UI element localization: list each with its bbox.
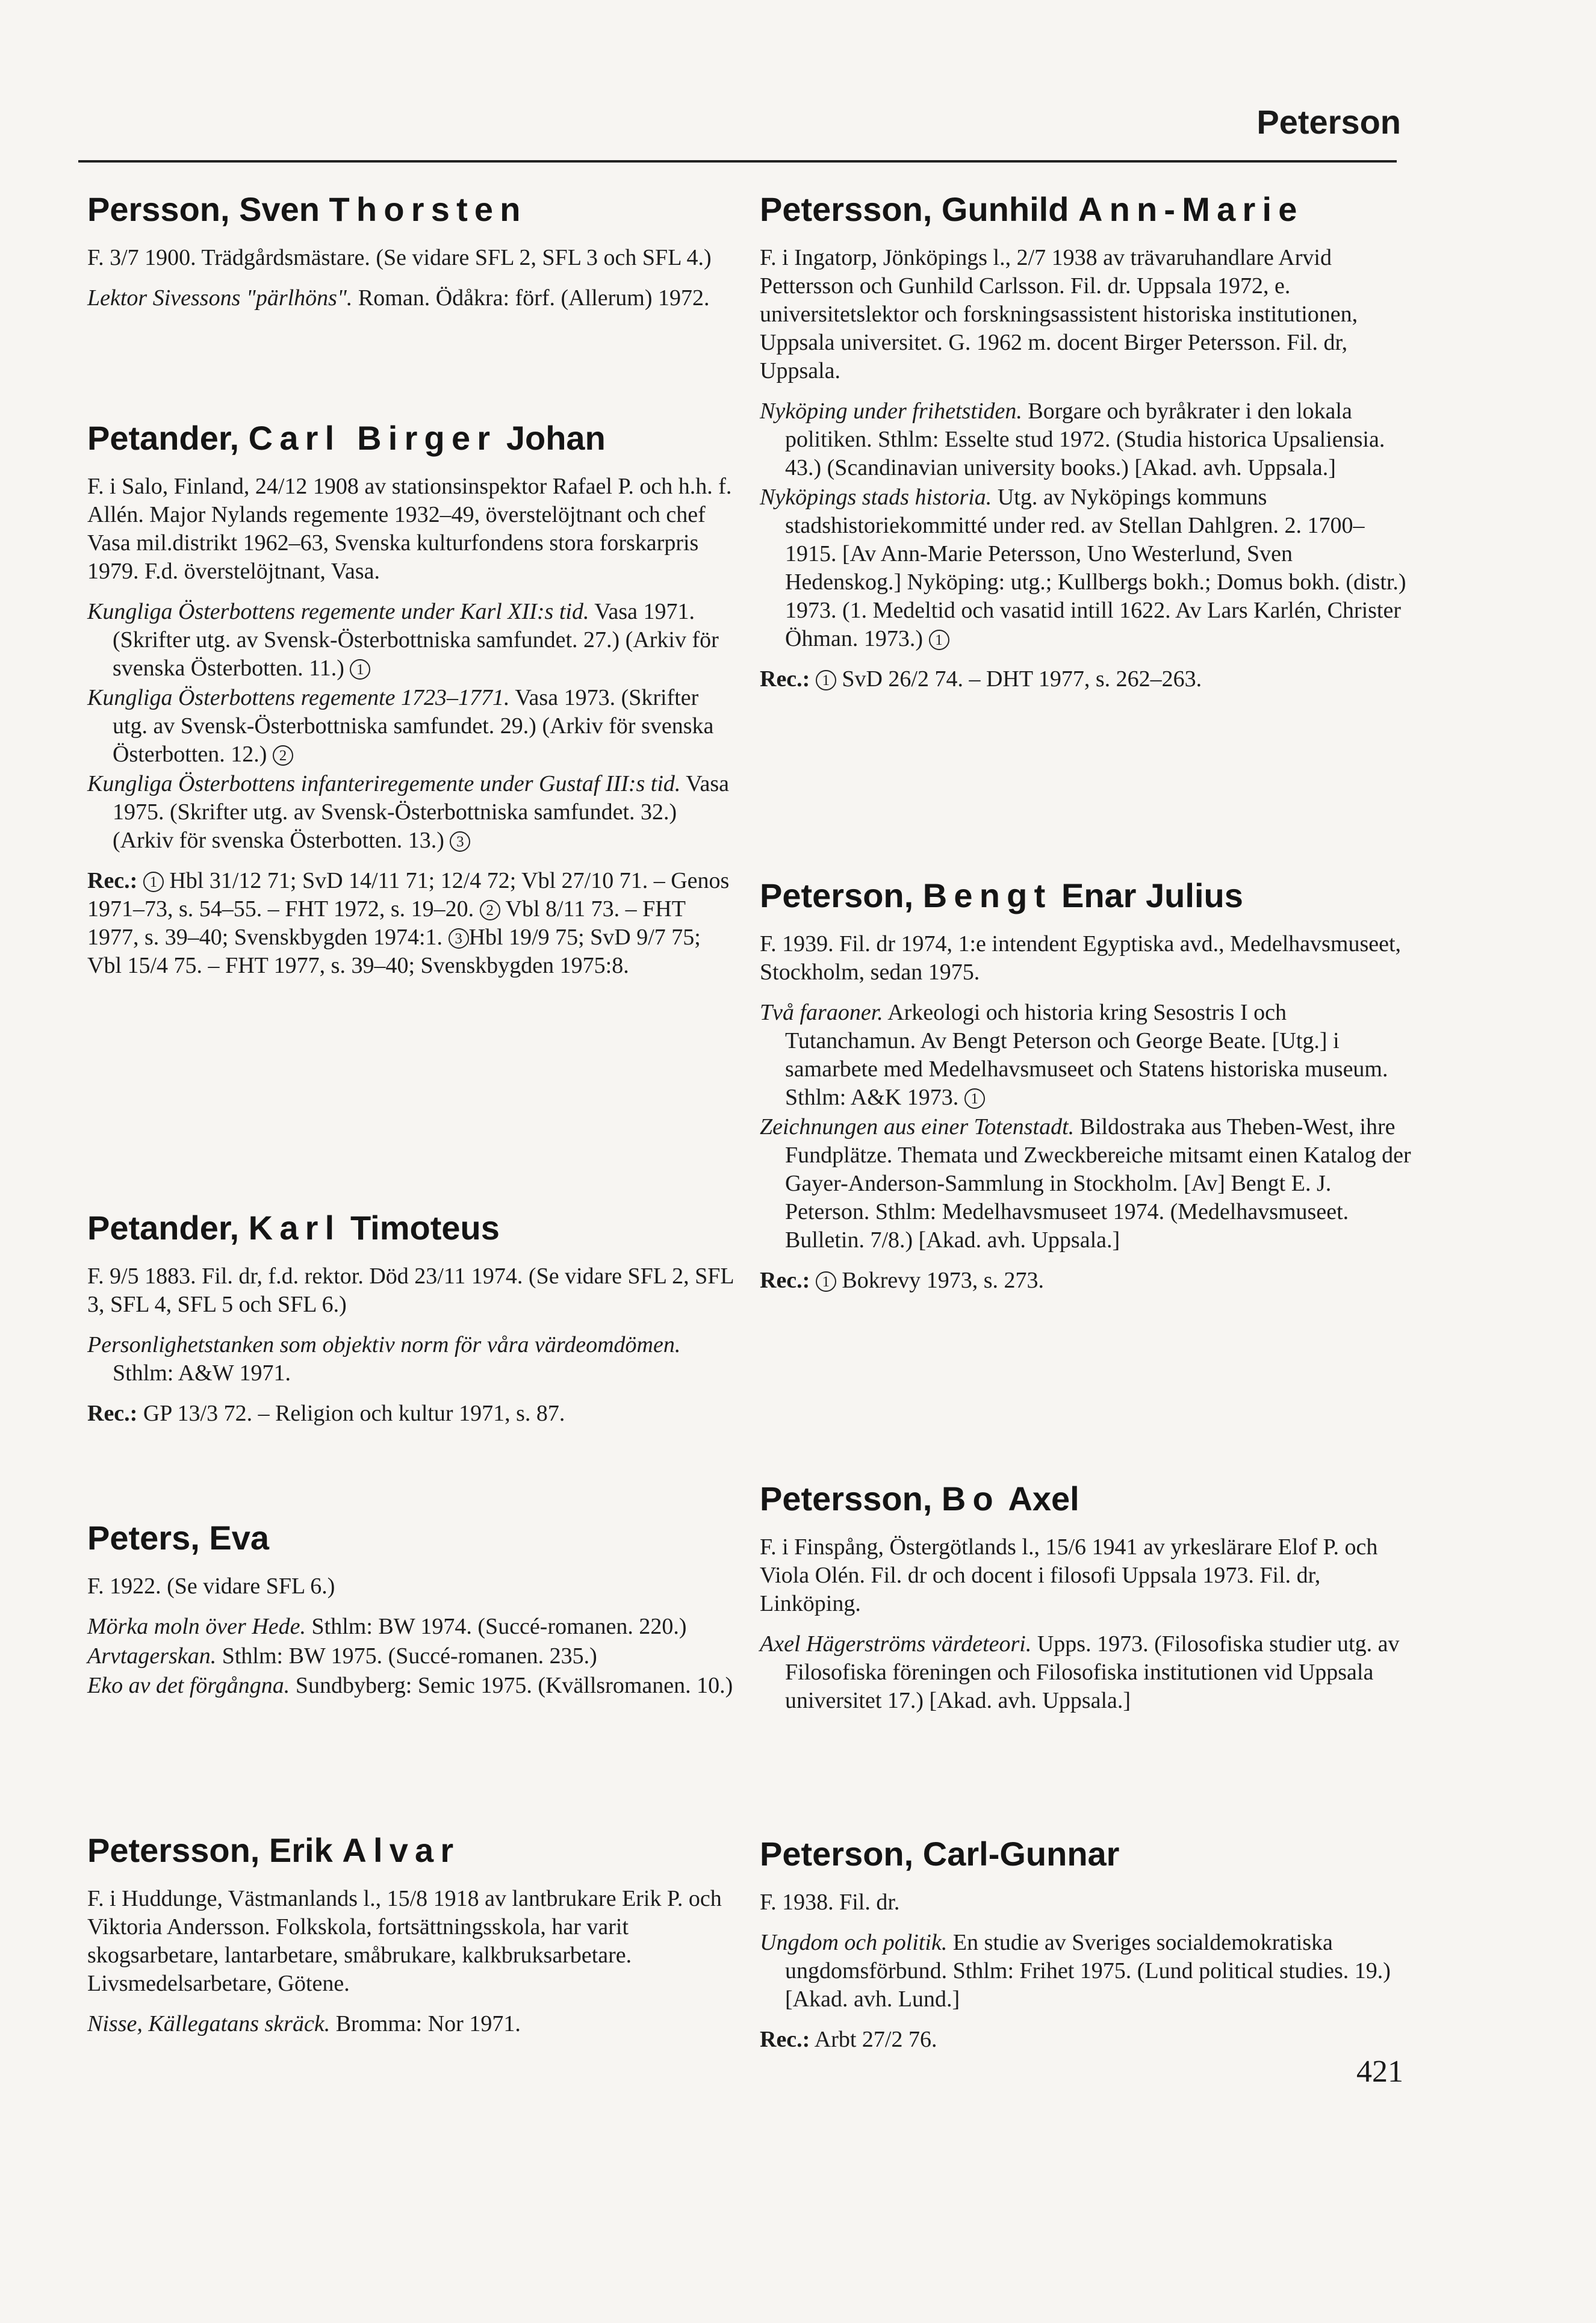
review-marker: 1 — [143, 872, 164, 892]
entry-heading: Petersson, Erik Alvar — [87, 1831, 461, 1869]
entry-bio: F. i Huddunge, Västmanlands l., 15/8 1918 av lantbrukare Erik P. och Viktoria Andersson. Folkskola, fortsättningsskola, har varit skogsarbetare, lantarbetare, småbrukare, kalkbruksarbetare. Livsmedelsarbetare, Götene. — [87, 1886, 722, 1996]
review-marker: 1 — [350, 659, 370, 680]
entry-heading: Petander, Karl Timoteus — [87, 1209, 500, 1247]
review-marker: 2 — [273, 745, 293, 766]
entry-bio: F. 1939. Fil. dr 1974, 1:e intendent Egyptiska avd., Medelhavsmuseet, Stockholm, sedan 1975. — [760, 931, 1402, 985]
entry-petersson-bo-axel — [760, 1478, 1411, 1715]
work-item: Kungliga Österbottens infanteriregemente under Gustaf III:s tid. Vasa 1975. (Skrifter utg. av Svensk-Österbottniska samfundet. 32.) (Arkiv för svenska Österbotten. 13.) 3 — [87, 771, 729, 853]
work-item: Zeichnungen aus einer Totenstadt. Bildostraka aus Theben-West, ihre Fundplätze. Themata und Zweckbereiche mitsamt einen Katalog der Gayer-Anderson-Sammlung in Stockholm. [Av] Bengt E. J. Peterson. Sthlm: Medelhavsmuseet 1974. (Medelhavsmuseet. Bulletin. 7/8.) [Akad. avh. Uppsala.] — [760, 1114, 1411, 1253]
review-list: Rec.: GP 13/3 72. – Religion och kultur 1971, s. 87. — [87, 1401, 565, 1426]
review-marker: 1 — [929, 630, 949, 650]
running-head: Peterson — [1256, 103, 1401, 141]
entry-bio: F. i Salo, Finland, 24/12 1908 av stationsinspektor Rafael P. och h.h. f. Allén. Major Nylands regemente 1932–49, överstelöjtnant och chef Vasa mil.distrikt 1962–63, Svenska kulturfondens stora forskarpris 1979. F.d. överstelöjtnant, Vasa. — [87, 474, 732, 584]
entry-bio: F. i Finspång, Östergötlands l., 15/6 1941 av yrkeslärare Elof P. och Viola Olén. Fil. dr och docent i filosofi Uppsala 1973. Fil. dr, Linköping. — [760, 1534, 1378, 1616]
work-item: Kungliga Österbottens regemente 1723–1771. Vasa 1973. (Skrifter utg. av Svensk-Österbottniska samfundet. 29.) (Arkiv för svenska Österbotten. 12.) 2 — [87, 685, 714, 767]
entry-bio: F. 1938. Fil. dr. — [760, 1890, 900, 1915]
review-list: Rec.: 1 Bokrevy 1973, s. 273. — [760, 1268, 1044, 1293]
work-item: Nisse, Källegatans skräck. Bromma: Nor 1971. — [87, 2011, 521, 2036]
entry-peterson-carl-gunnar — [760, 1833, 1411, 2066]
work-item: Lektor Sivessons "pärlhöns". Roman. Ödåkra: förf. (Allerum) 1972. — [87, 285, 710, 311]
page-number: 421 — [1356, 2055, 1403, 2089]
header-rule — [78, 160, 1397, 163]
review-marker: 3 — [450, 831, 470, 852]
entry-peters-eva — [87, 1517, 739, 1700]
review-marker: 2 — [480, 900, 500, 920]
work-item: Två faraoner. Arkeologi och historia kring Sesostris I och Tutanchamun. Av Bengt Peterson och George Beate. [Utg.] i samarbete med Medelhavsmuseet och Statens historiska museum. Sthlm: A&K 1973. 1 — [760, 1000, 1388, 1110]
entry-bio: F. 9/5 1883. Fil. dr, f.d. rektor. Död 23/11 1974. (Se vidare SFL 2, SFL 3, SFL 4, SFL 5 och SFL 6.) — [87, 1264, 734, 1317]
review-marker: 1 — [816, 670, 836, 690]
entry-heading: Peters, Eva — [87, 1519, 269, 1557]
entry-bio: F. 3/7 1900. Trädgårdsmästare. (Se vidare SFL 2, SFL 3 och SFL 4.) — [87, 245, 712, 270]
review-list: Rec.: 1 SvD 26/2 74. – DHT 1977, s. 262–263. — [760, 666, 1202, 692]
entry-petersson-erik-alvar — [87, 1829, 739, 2038]
work-item: Nyköping under frihetstiden. Borgare och byråkrater i den lokala politiken. Sthlm: Esselte stud 1972. (Studia historica Upsaliensia. 43.) (Scandinavian university books.) [Akad. avh. Uppsala.] — [760, 399, 1385, 480]
entry-peterson-bengt-enar-julius — [760, 875, 1411, 1307]
work-item: Personlighetstanken som objektiv norm för våra värdeomdömen. Sthlm: A&W 1971. — [87, 1332, 681, 1386]
entry-bio: F. 1922. (Se vidare SFL 6.) — [87, 1574, 335, 1599]
entry-heading: Peterson, Carl-Gunnar — [760, 1835, 1120, 1873]
review-list: Rec.: Arbt 27/2 76. — [760, 2027, 937, 2052]
entry-bio: F. i Ingatorp, Jönköpings l., 2/7 1938 av trävaruhandlare Arvid Pettersson och Gunhild Carlsson. Fil. dr. Uppsala 1972, e. universitetslektor och forskningsassistent historiska institutionen, Uppsala universitet. G. 1962 m. docent Birger Petersson. Fil. dr, Uppsala. — [760, 245, 1358, 383]
entry-petander-carl-birger-johan — [87, 417, 739, 992]
entry-heading: Petersson, Bo Axel — [760, 1480, 1079, 1518]
work-item: Eko av det förgångna. Sundbyberg: Semic 1975. (Kvällsromanen. 10.) — [87, 1673, 733, 1698]
entry-petander-karl-timoteus — [87, 1207, 739, 1440]
review-list: Rec.: 1 Hbl 31/12 71; SvD 14/11 71; 12/4 72; Vbl 27/10 71. – Genos 1971–73, s. 54–55. – FHT 1972, s. 19–20. 2 Vbl 8/11 73. – FHT 1977, s. 39–40; Svenskbygden 1974:1. 3 Hbl 19/9 75; SvD 9/7 75; Vbl 15/4 75. – FHT 1977, s. 39–40; Svenskbygden 1975:8. — [87, 868, 730, 978]
work-item: Mörka moln över Hede. Sthlm: BW 1974. (Succé-romanen. 220.) — [87, 1614, 687, 1639]
work-item: Ungdom och politik. En studie av Sveriges socialdemokratiska ungdomsförbund. Sthlm: Frihet 1975. (Lund political studies. 19.) [Akad. avh. Lund.] — [760, 1930, 1391, 2012]
work-item: Axel Hägerströms värdeteori. Upps. 1973. (Filosofiska studier utg. av Filosofiska föreningen och Filosofiska institutionen vid Uppsala universitet 17.) [Akad. avh. Uppsala.] — [760, 1631, 1400, 1713]
entry-heading: Petersson, Gunhild Ann-Marie — [760, 190, 1304, 228]
entry-heading: Peterson, Bengt Enar Julius — [760, 876, 1243, 914]
work-item: Arvtagerskan. Sthlm: BW 1975. (Succé-romanen. 235.) — [87, 1643, 597, 1669]
work-item: Nyköpings stads historia. Utg. av Nyköpings kommuns stadshistoriekommitté under red. av Stellan Dahlgren. 2. 1700–1915. [Av Ann-Marie Petersson, Uno Westerlund, Sven Hedenskog.] Nyköping: utg.; Kullbergs bokh.; Domus bokh. (distr.) 1973. (1. Medeltid och vasatid intill 1622. Av Lars Karlén, Christer Öhman. 1973.) 1 — [760, 485, 1406, 651]
entry-heading: Petander, Carl Birger Johan — [87, 419, 606, 457]
review-marker: 3 — [449, 928, 469, 949]
work-item: Kungliga Österbottens regemente under Karl XII:s tid. Vasa 1971. (Skrifter utg. av Svensk-Österbottniska samfundet. 27.) (Arkiv för svenska Österbotten. 11.) 1 — [87, 599, 719, 681]
entry-petersson-gunhild-ann-marie — [760, 188, 1411, 706]
review-marker: 1 — [816, 1271, 836, 1292]
review-marker: 1 — [964, 1088, 985, 1109]
entry-heading: Persson, Sven Thorsten — [87, 190, 527, 228]
entry-persson-sven-thorsten — [87, 188, 739, 312]
